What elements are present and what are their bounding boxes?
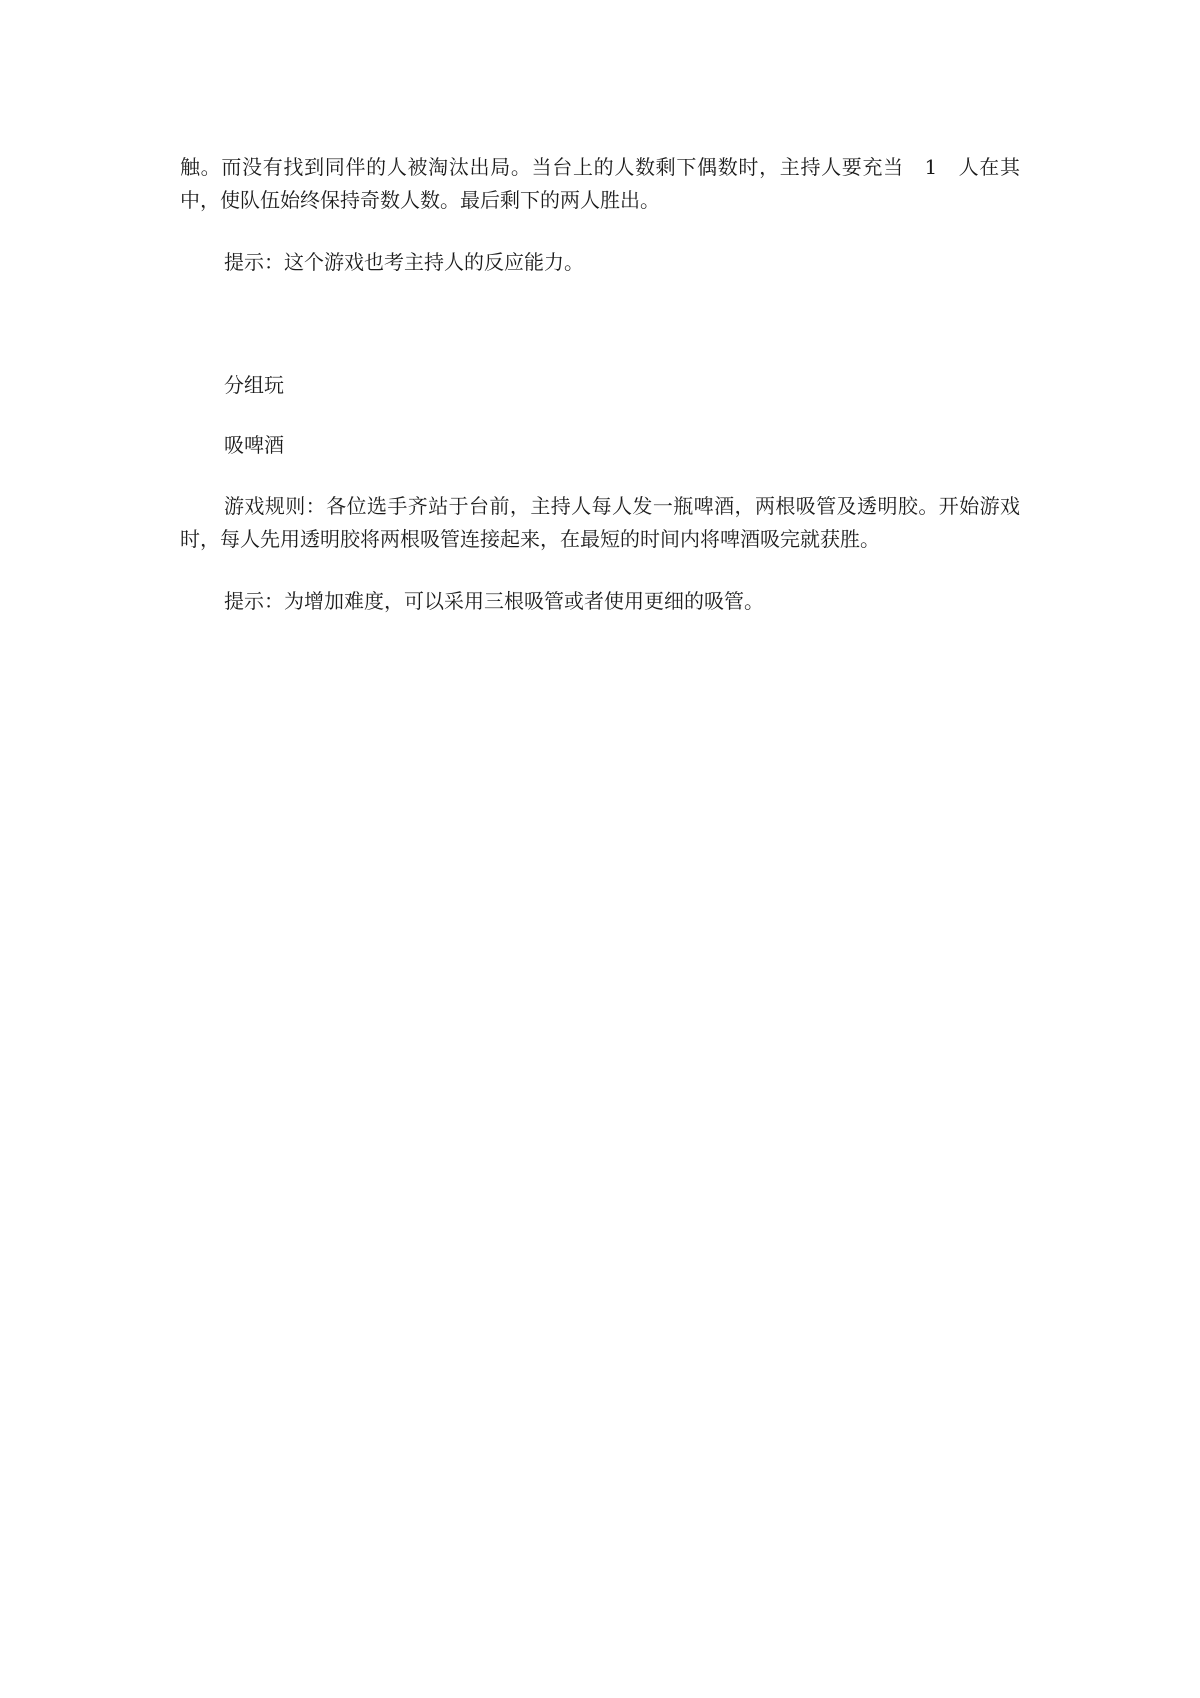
paragraph-game-rules: 游戏规则：各位选手齐站于台前，主持人每人发一瓶啤酒，两根吸管及透明胶。开始游戏时，每人先用透明胶将两根吸管连接起来，在最短的时间内将啤酒吸完就获胜。: [180, 494, 1020, 551]
section-heading-group-play: 分组玩: [224, 373, 284, 397]
paragraph-tip-2: 提示：为增加难度，可以采用三根吸管或者使用更细的吸管。: [224, 589, 764, 613]
game-title-beer: 吸啤酒: [224, 433, 284, 457]
paragraph-rule-continuation: 触。而没有找到同伴的人被淘汰出局。当台上的人数剩下偶数时，主持人要充当 1 人在其中，使队伍始终保持奇数人数。最后剩下的两人胜出。: [180, 155, 1020, 212]
paragraph-tip-1: 提示：这个游戏也考主持人的反应能力。: [224, 250, 584, 274]
